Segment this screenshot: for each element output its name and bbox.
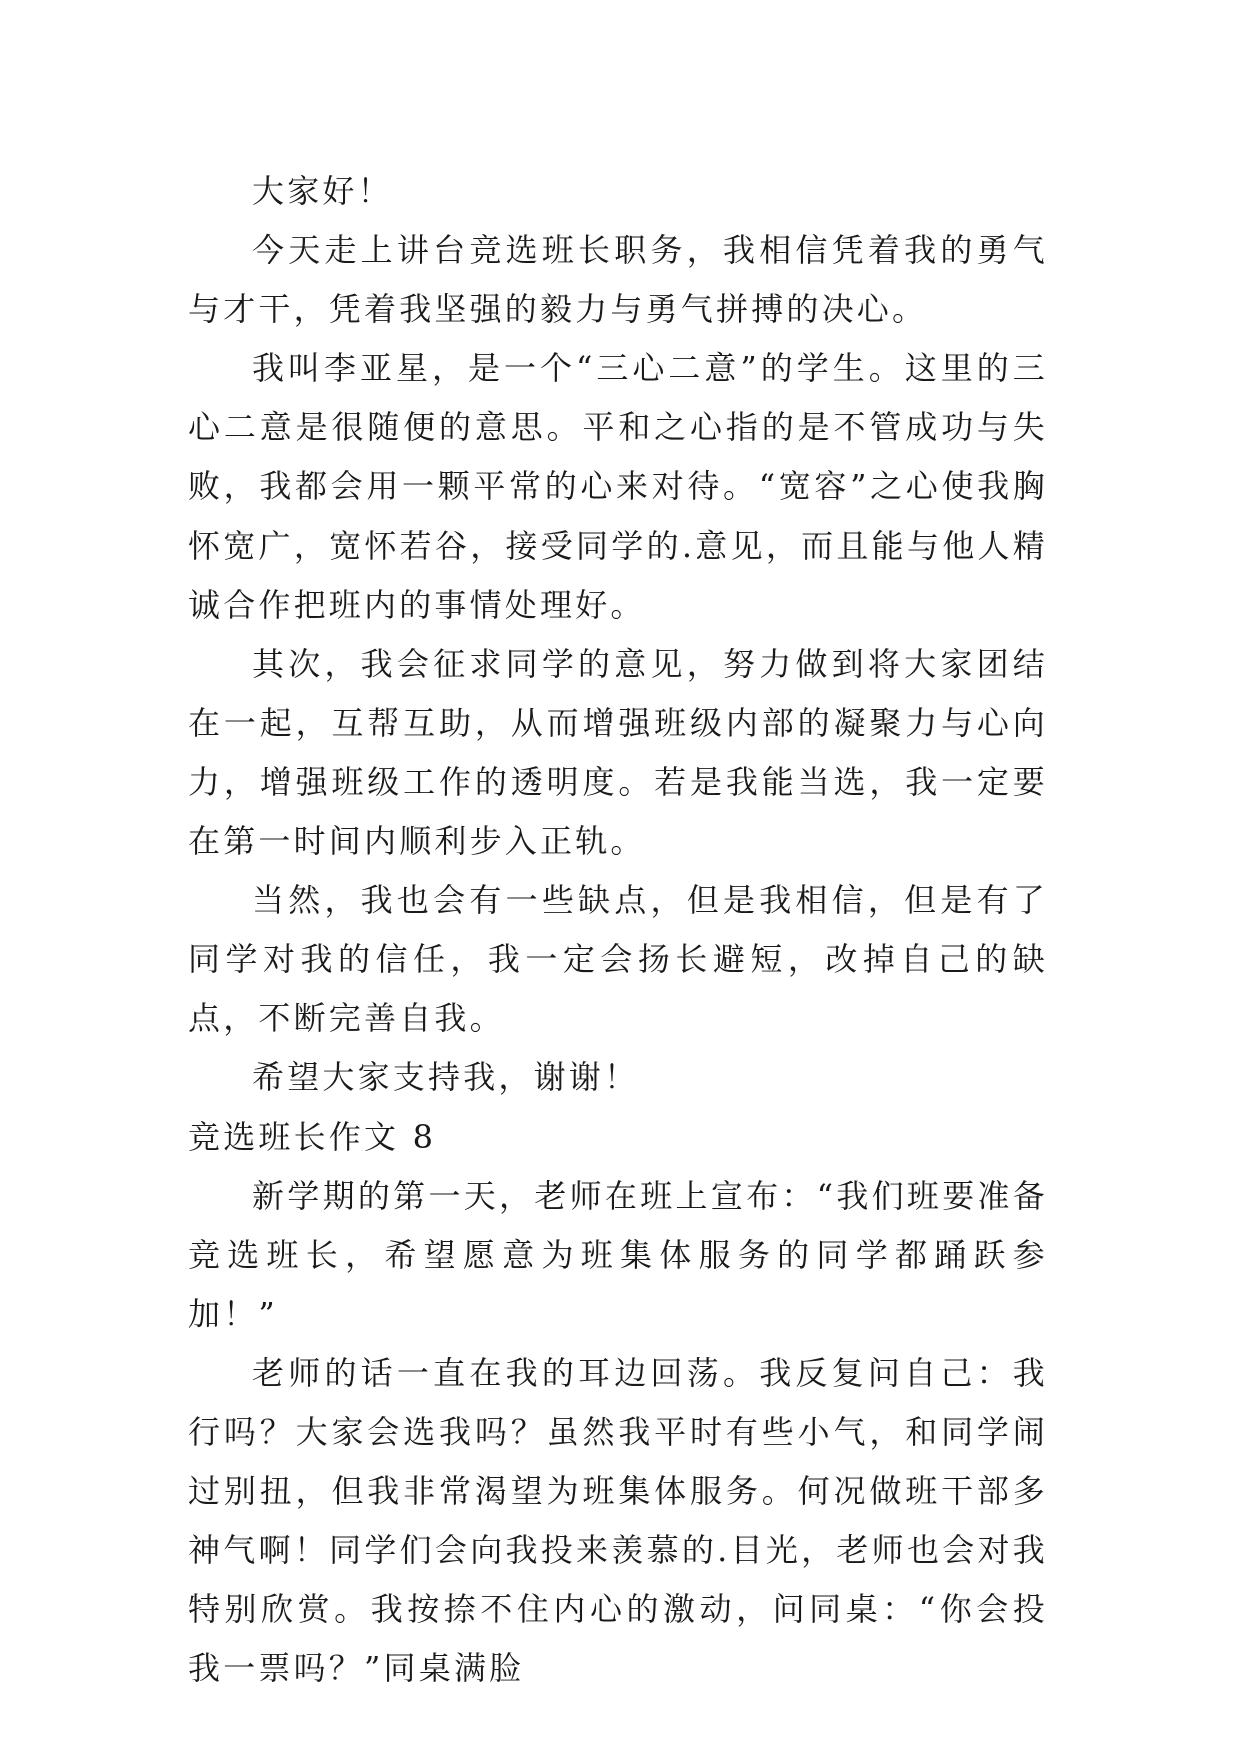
paragraph-reflection: 老师的话一直在我的耳边回荡。我反复问自己：我行吗？大家会选我吗？虽然我平时有些小气，和同学闹过别扭，但我非常渴望为班集体服务。何况做班干部多神气啊！同学们会向我投来羡慕的.目光，老师也会对我特别欣赏。我按捺不住内心的激动，问同桌：“你会投我一票吗？”同桌满脸 [188,1353,1048,1688]
paragraph-intro: 今天走上讲台竞选班长职务，我相信凭着我的勇气与才干，凭着我坚强的毅力与勇气拼搏的决心。 [188,231,1048,329]
paragraph-self-introduction: 我叫李亚星，是一个“三心二意”的学生。这里的三心二意是很随便的意思。平和之心指的是不管成功与失败，我都会用一颗平常的心来对待。“宽容”之心使我胸怀宽广，宽怀若谷，接受同学的.意见，而且能与他人精诚合作把班内的事情处理好。 [188,349,1048,624]
paragraph-shortcomings: 当然，我也会有一些缺点，但是我相信，但是有了同学对我的信任，我一定会扬长避短，改掉自己的缺点，不断完善自我。 [188,881,1048,1038]
document-body [188,162,1048,1698]
paragraph-plan: 其次，我会征求同学的意见，努力做到将大家团结在一起，互帮互助，从而增强班级内部的凝聚力与心向力，增强班级工作的透明度。若是我能当选，我一定要在第一时间内顺利步入正轨。 [188,644,1048,861]
section-heading: 竞选班长作文 8 [188,1117,437,1156]
paragraph-greeting: 大家好！ [252,172,393,210]
paragraph-announcement: 新学期的第一天，老师在班上宣布：“我们班要准备竞选班长，希望愿意为班集体服务的同学都踊跃参加！” [188,1176,1048,1333]
paragraph-closing: 希望大家支持我，谢谢！ [252,1058,640,1097]
